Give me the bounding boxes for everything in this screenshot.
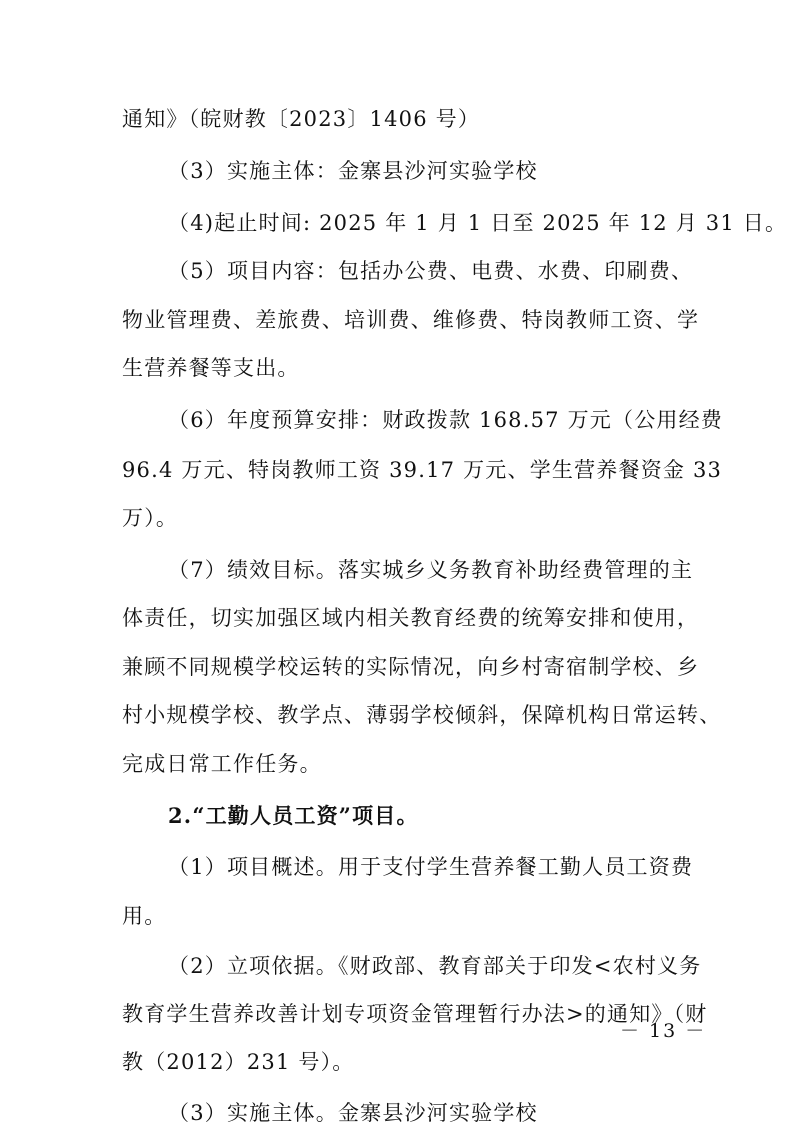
text-line: （2）立项依据。《财政部、教育部关于印发<农村义务 [168, 954, 702, 978]
text-line: 教育学生营养改善计划专项资金管理暂行办法>的通知》（财 [122, 1002, 708, 1026]
text-line: （5）项目内容：包括办公费、电费、水费、印刷费、 [168, 259, 694, 283]
text-line: 村小规模学校、教学点、薄弱学校倾斜，保障机构日常运转、 [122, 703, 722, 727]
page-number: － 13 － [620, 1020, 707, 1042]
text-line: （3）实施主体。金寨县沙河实验学校 [168, 1101, 538, 1125]
text-line: 兼顾不同规模学校运转的实际情况，向乡村寄宿制学校、乡 [122, 655, 700, 679]
section-heading: 2.“工勤人员工资”项目。 [168, 803, 419, 828]
text-line: （6）年度预算安排：财政拨款 168.57 万元（公用经费 [168, 408, 723, 432]
text-line: （7）绩效目标。落实城乡义务教育补助经费管理的主 [168, 558, 694, 582]
text-line: 96.4 万元、特岗教师工资 39.17 万元、学生营养餐资金 33 [122, 458, 723, 482]
text-line: （3）实施主体：金寨县沙河实验学校 [168, 159, 538, 183]
text-line: （1）项目概述。用于支付学生营养餐工勤人员工资费 [168, 855, 694, 879]
text-line: 万）。 [122, 506, 179, 530]
text-line: 用。 [122, 904, 167, 928]
text-line: 通知》（皖财教〔2023〕1406 号） [122, 107, 481, 131]
text-line: 生营养餐等支出。 [122, 356, 300, 380]
text-line: 完成日常工作任务。 [122, 752, 322, 776]
text-line: 教（2012）231 号）。 [122, 1050, 355, 1074]
text-line: （4)起止时间: 2025 年 1 月 1 日至 2025 年 12 月 31 日。 [168, 211, 788, 235]
text-line: 物业管理费、差旅费、培训费、维修费、特岗教师工资、学 [122, 308, 700, 332]
text-line: 体责任，切实加强区域内相关教育经费的统筹安排和使用， [122, 606, 700, 630]
